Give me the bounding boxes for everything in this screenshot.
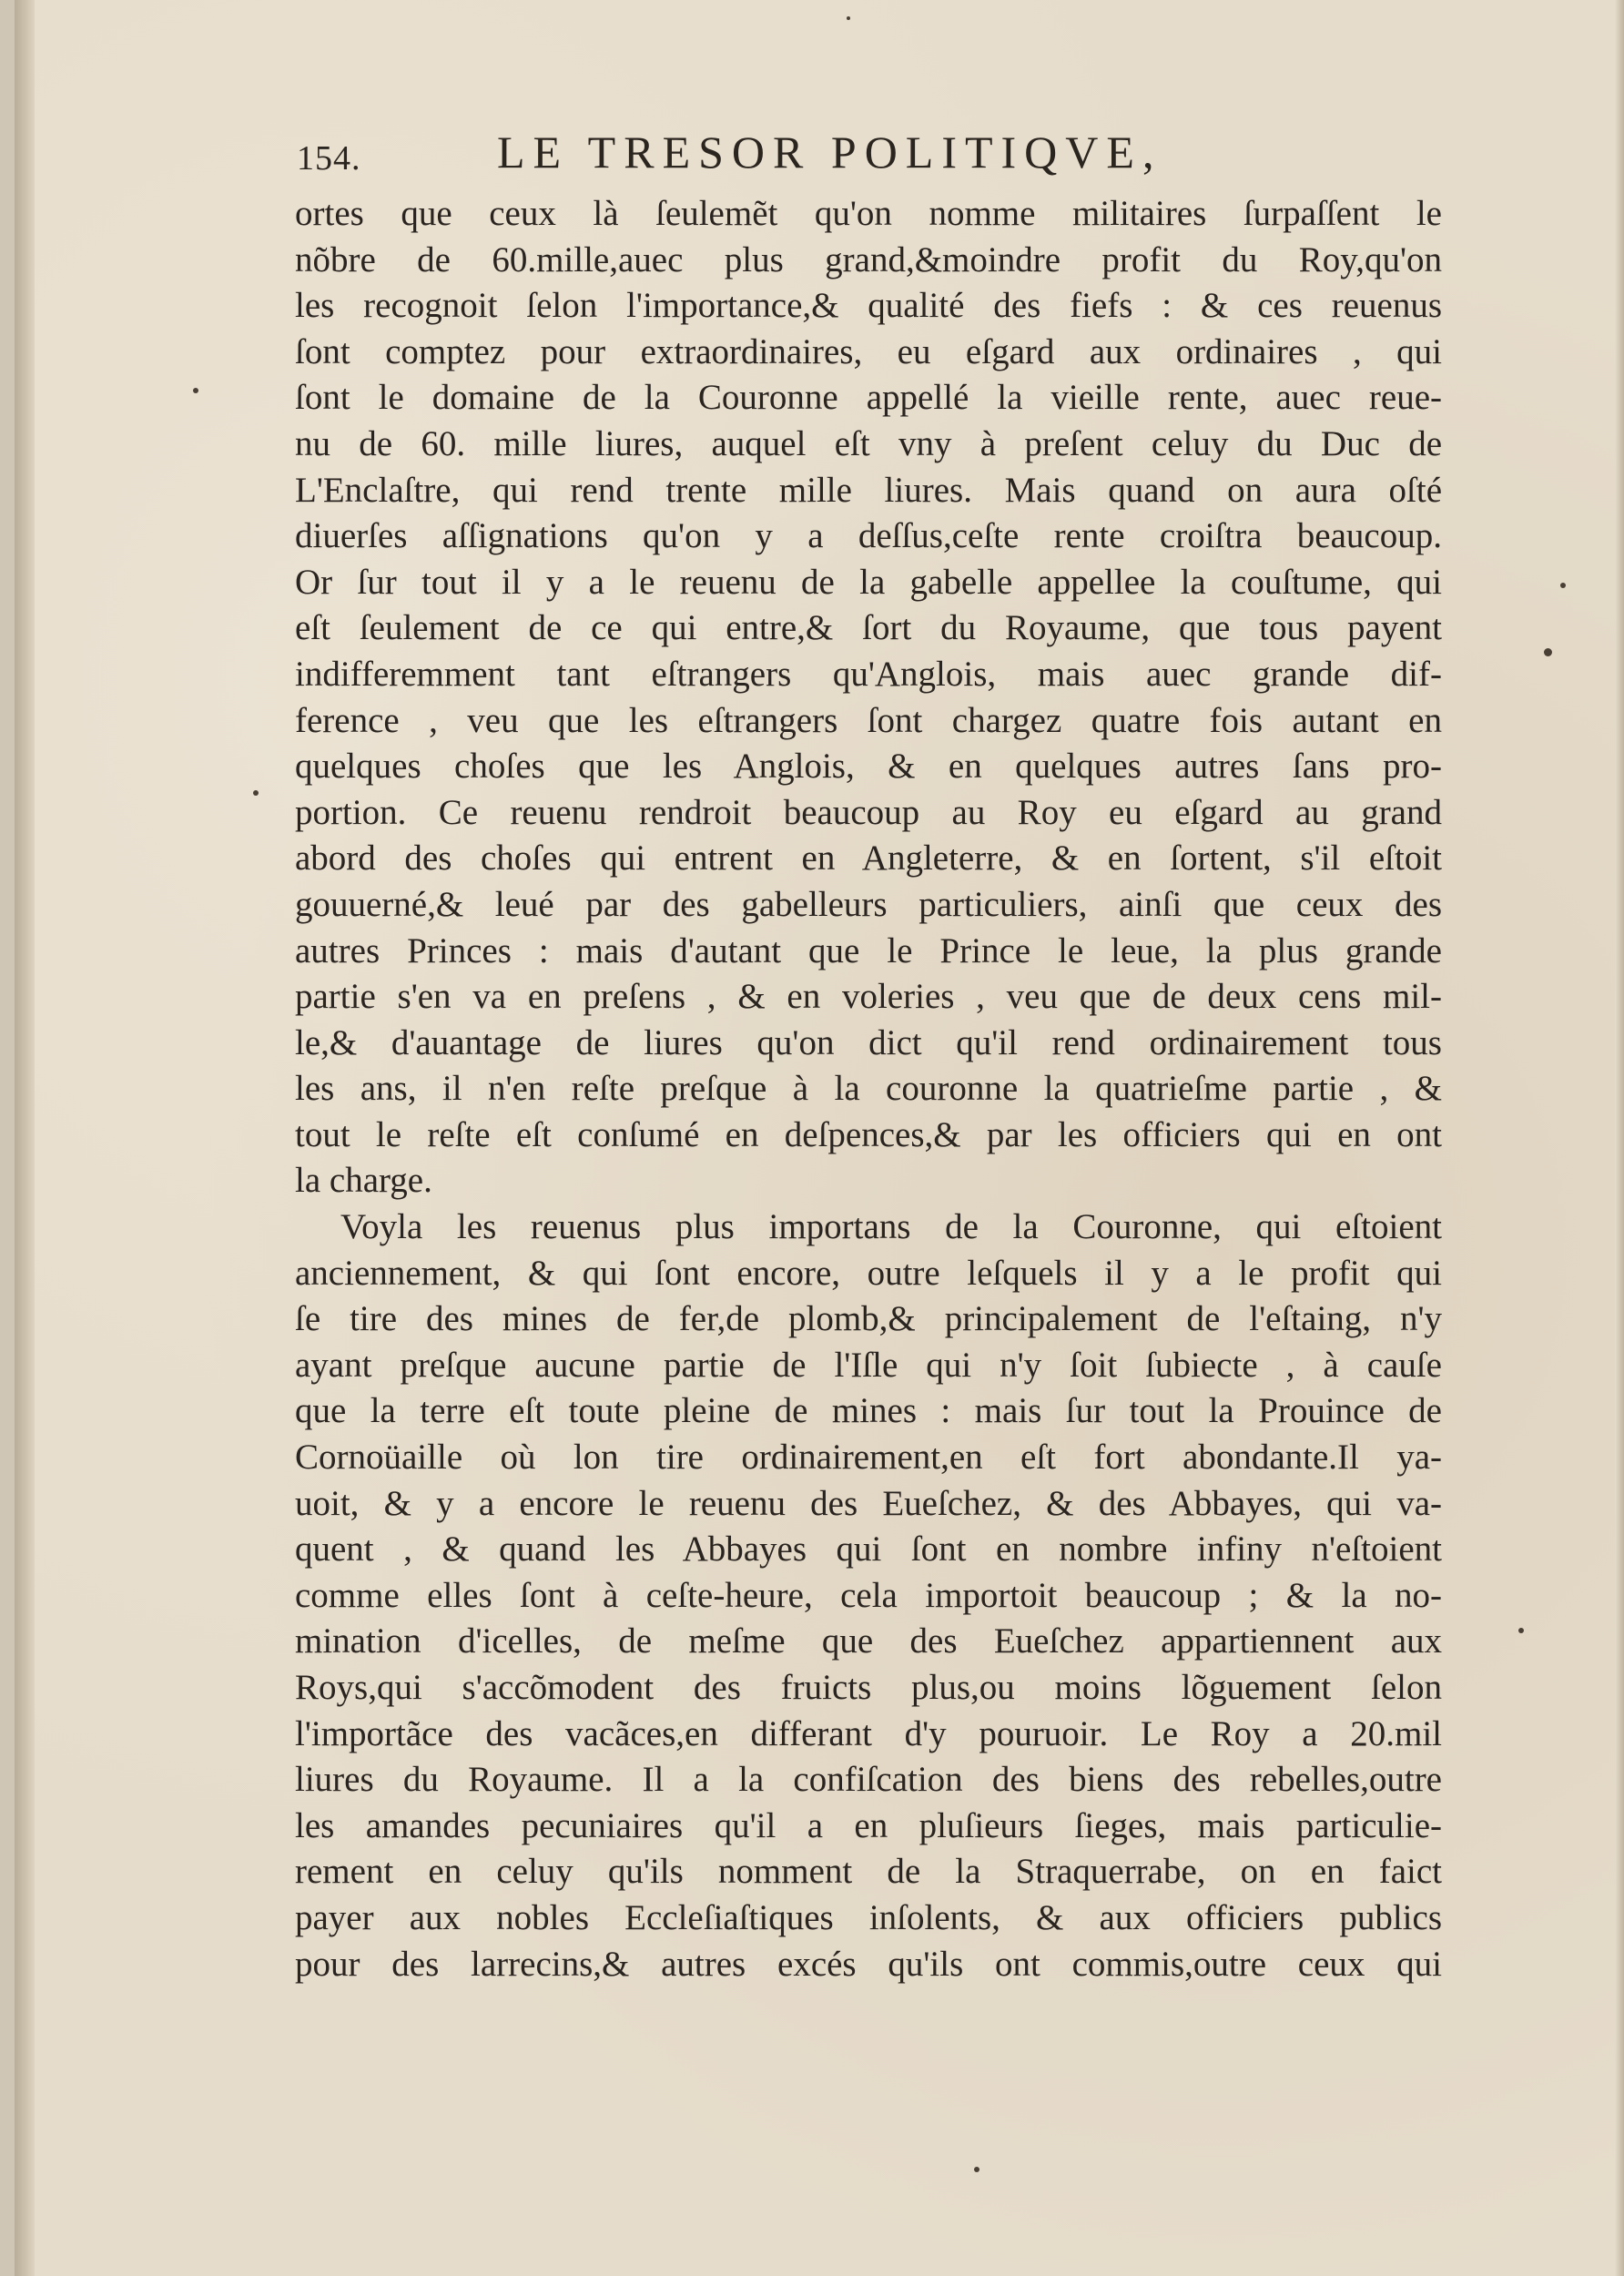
text-line: comme elles ſont à ceſte-heure, cela importoit beaucoup ; & la no- — [295, 1575, 1442, 1615]
text-line: portion. Ce reuenu rendroit beaucoup au Roy eu eſgard au grand — [295, 792, 1442, 832]
text-line: ference , veu que les eſtrangers ſont chargez quatre fois autant en — [295, 700, 1442, 740]
text-line: ortes que ceux là ſeulemẽt qu'on nomme militaires ſurpaſſent le — [295, 194, 1442, 233]
text-line: quent , & quand les Abbayes qui ſont en nombre infiny n'eſtoient — [295, 1529, 1442, 1570]
text-line: autres Princes : mais d'autant que le Prince le leue, la plus grande — [295, 930, 1442, 970]
text-line: quelques choſes que les Anglois, & en quelques autres ſans pro- — [295, 747, 1442, 787]
text-line: Voyla les reuenus plus importans de la Couronne, qui eſtoient — [340, 1207, 1442, 1247]
text-line: mination d'icelles, de meſme que des Eueſchez appartiennent aux — [295, 1621, 1442, 1661]
text-line: les ans, il n'en reſte preſque à la couronne la quatrieſme partie , & — [295, 1069, 1442, 1109]
book-page — [15, 0, 1624, 2276]
text-line: rement en celuy qu'ils nomment de la Straquerrabe, on en faict — [295, 1852, 1442, 1892]
ink-speck — [253, 790, 259, 796]
text-line: ſe tire des mines de fer,de plomb,& principalement de l'eſtaing, n'y — [295, 1299, 1442, 1339]
ink-speck — [1560, 583, 1566, 588]
text-line: L'Enclaſtre, qui rend trente mille liures. Mais quand on aura oſté — [295, 470, 1442, 510]
text-line: Or ſur tout il y a le reuenu de la gabelle appellee la couſtume, qui — [295, 562, 1442, 602]
text-line: eſt ſeulement de ce qui entre,& ſort du Royaume, que tous payent — [295, 608, 1442, 648]
page-header — [297, 126, 1426, 189]
text-line: ayant preſque aucune partie de l'Iſle qui n'y ſoit ſubiecte , à cauſe — [295, 1345, 1442, 1385]
text-line: pour des larrecins,& autres excés qu'ils ont commis,outre ceux qui — [295, 1944, 1442, 1984]
text-line: le,& d'auantage de liures qu'on dict qu'il rend ordinairement tous — [295, 1022, 1442, 1062]
text-line: uoit, & y a encore le reuenu des Eueſchez, & des Abbayes, qui va- — [295, 1483, 1442, 1523]
text-line: les recognoit ſelon l'importance,& qualité des fiefs : & ces reuenus — [295, 286, 1442, 326]
ink-speck — [1518, 1628, 1524, 1633]
text-line: nõbre de 60.mille,auec plus grand,&moindre profit du Roy,qu'on — [295, 239, 1442, 279]
ink-speck — [1544, 648, 1552, 656]
text-line: abord des choſes qui entrent en Angleterre, & en ſortent, s'il eſtoit — [295, 838, 1442, 879]
text-line: ſont le domaine de la Couronne appellé la vieille rente, auec reue- — [295, 378, 1442, 418]
text-line: nu de 60. mille liures, auquel eſt vny à preſent celuy du Duc de — [295, 423, 1442, 463]
page-gutter-shadow — [15, 0, 35, 2276]
text-line: anciennement, & qui ſont encore, outre leſquels il y a le profit qui — [295, 1253, 1442, 1293]
running-head: LE TRESOR POLITIQVE, — [497, 127, 1162, 178]
text-line: les amandes pecuniaires qu'il a en pluſieurs ſieges, mais particulie- — [295, 1805, 1442, 1845]
ink-speck — [974, 2167, 979, 2172]
text-line: Cornoüaille où lon tire ordinairement,en eſt fort abondante.Il ya- — [295, 1438, 1442, 1478]
text-line: ſont comptez pour extraordinaires, eu eſgard aux ordinaires , qui — [295, 331, 1442, 371]
page-number: 154. — [297, 139, 361, 178]
page-right-edge — [1615, 0, 1624, 2276]
text-line: diuerſes aſſignations qu'on y a deſſus,ceſte rente croiſtra beaucoup. — [295, 516, 1442, 556]
body-text — [295, 191, 1442, 1987]
text-line: partie s'en va en preſens , & en voleries , veu que de deux cens mil- — [295, 977, 1442, 1017]
ink-speck — [193, 388, 198, 393]
text-line: Roys,qui s'accõmodent des fruicts plus,ou moins lõguement ſelon — [295, 1668, 1442, 1707]
text-line: l'importãce des vacãces,en differant d'y pouruoir. Le Roy a 20.mil — [295, 1713, 1442, 1753]
text-line: tout le reſte eſt conſumé en deſpences,& par les officiers qui en ont — [295, 1114, 1442, 1154]
ink-speck — [847, 16, 850, 20]
text-line: gouuerné,& leué par des gabelleurs particuliers, ainſi que ceux des — [295, 884, 1442, 924]
text-line: payer aux nobles Eccleſiaſtiques inſolents, & aux officiers publics — [295, 1897, 1442, 1937]
text-line: la charge. — [295, 1161, 432, 1201]
text-line: liures du Royaume. Il a la confiſcation des biens des rebelles,outre — [295, 1760, 1442, 1800]
text-line: que la terre eſt toute pleine de mines : mais ſur tout la Prouince de — [295, 1391, 1442, 1431]
text-line: indifferemment tant eſtrangers qu'Anglois, mais auec grande dif- — [295, 654, 1442, 694]
